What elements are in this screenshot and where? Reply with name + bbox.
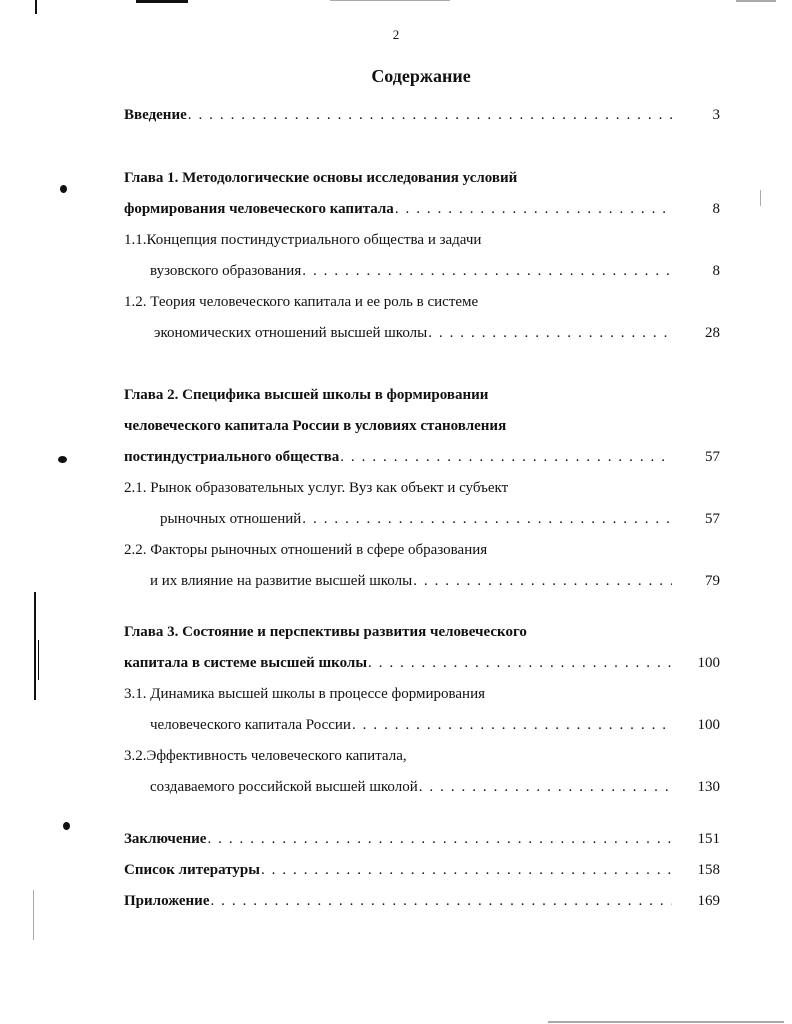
toc-entry-text: создаваемого российской высшей школой (150, 779, 418, 795)
toc-section-1-1-line-1[interactable]: 1.1.Концепция постиндустриального общества и задачи (124, 232, 482, 248)
toc-entry-text: экономических отношений высшей школы (154, 325, 428, 341)
toc-page-number: 151 (697, 831, 720, 847)
toc-leader-dots (302, 508, 672, 530)
toc-leader-dots (368, 652, 672, 674)
scan-mark-bottom (548, 1021, 784, 1023)
toc-section-2-2-line-1[interactable]: 2.2. Факторы рыночных отношений в сфере образования (124, 542, 488, 558)
toc-chapter-2-line-1[interactable]: Глава 2. Специфика высшей школы в формировании (124, 387, 489, 403)
page-title: Содержание (371, 66, 471, 86)
toc-section-2-2[interactable] (124, 570, 720, 592)
toc-page-number: 8 (712, 201, 720, 217)
toc-leader-dots (413, 570, 672, 592)
toc-entry-text: человеческого капитала России (150, 717, 351, 733)
binding-hole-mark (63, 822, 70, 830)
scan-mark-top-right (736, 0, 776, 2)
toc-page-number: 57 (705, 511, 720, 527)
toc-section-3-2[interactable] (124, 776, 720, 798)
scan-mark-top-dash (330, 0, 450, 1)
binding-hole-mark (60, 185, 67, 193)
scan-mark-right (760, 190, 761, 206)
toc-entry-text: формирования человеческого капитала (124, 201, 394, 217)
toc-section-2-1[interactable] (124, 508, 720, 530)
toc-section-3-1-line-1[interactable]: 3.1. Динамика высшей школы в процессе формирования (124, 686, 486, 702)
toc-entry-references[interactable] (124, 859, 720, 881)
toc-leader-dots (302, 260, 672, 282)
toc-leader-dots (428, 322, 672, 344)
toc-leader-dots (188, 104, 672, 126)
toc-page-number: 100 (697, 717, 720, 733)
toc-page-number: 100 (697, 655, 720, 671)
toc-entry-appendix[interactable] (124, 890, 720, 912)
toc-leader-dots (352, 714, 672, 736)
scan-edge-line-faint (33, 890, 34, 940)
toc-chapter-1[interactable] (124, 198, 720, 220)
toc-page-number: 158 (697, 862, 720, 878)
binding-hole-mark (58, 456, 67, 463)
toc-entry-text: Заключение (124, 831, 207, 847)
toc-chapter-2[interactable] (124, 446, 720, 468)
toc-entry-text: вузовского образования (150, 263, 302, 279)
toc-section-3-2-line-1[interactable]: 3.2.Эффективность человеческого капитала, (124, 748, 407, 764)
toc-entry-conclusion[interactable] (124, 828, 720, 850)
page-number: 2 (392, 27, 400, 42)
toc-chapter-3-line-1[interactable]: Глава 3. Состояние и перспективы развития человеческого (124, 624, 527, 640)
toc-entry-text: капитала в системе высшей школы (124, 655, 368, 671)
scan-mark-left-top (35, 0, 37, 14)
scan-edge-line (38, 640, 39, 680)
toc-entry-text: Введение (124, 107, 187, 123)
toc-entry-introduction[interactable] (124, 104, 720, 126)
toc-page-number: 130 (697, 779, 720, 795)
toc-section-1-1[interactable] (124, 260, 720, 282)
toc-leader-dots (419, 776, 672, 798)
toc-section-1-2[interactable] (124, 322, 720, 344)
toc-chapter-1-line-1[interactable]: Глава 1. Методологические основы исследования условий (124, 170, 518, 186)
toc-leader-dots (261, 859, 672, 881)
toc-leader-dots (207, 828, 672, 850)
toc-page-number: 57 (705, 449, 720, 465)
toc-entry-text: и их влияние на развитие высшей школы (150, 573, 413, 589)
toc-entry-text: постиндустриального общества (124, 449, 340, 465)
toc-section-3-1[interactable] (124, 714, 720, 736)
toc-page-number: 79 (705, 573, 720, 589)
toc-chapter-3[interactable] (124, 652, 720, 674)
toc-leader-dots (210, 890, 672, 912)
toc-leader-dots (395, 198, 672, 220)
scan-edge-line (34, 592, 36, 700)
toc-page-number: 3 (712, 107, 720, 123)
toc-entry-text: Приложение (124, 893, 210, 909)
scan-mark-top (136, 0, 188, 3)
toc-entry-text: рыночных отношений (160, 511, 302, 527)
toc-section-1-2-line-1[interactable]: 1.2. Теория человеческого капитала и ее роль в системе (124, 294, 479, 310)
toc-page-number: 169 (697, 893, 720, 909)
toc-page-number: 28 (705, 325, 720, 341)
toc-page-number: 8 (712, 263, 720, 279)
toc-chapter-2-line-2[interactable]: человеческого капитала России в условиях становления (124, 418, 507, 434)
toc-section-2-1-line-1[interactable]: 2.1. Рынок образовательных услуг. Вуз как объект и субъект (124, 480, 509, 496)
toc-leader-dots (340, 446, 672, 468)
toc-entry-text: Список литературы (124, 862, 260, 878)
